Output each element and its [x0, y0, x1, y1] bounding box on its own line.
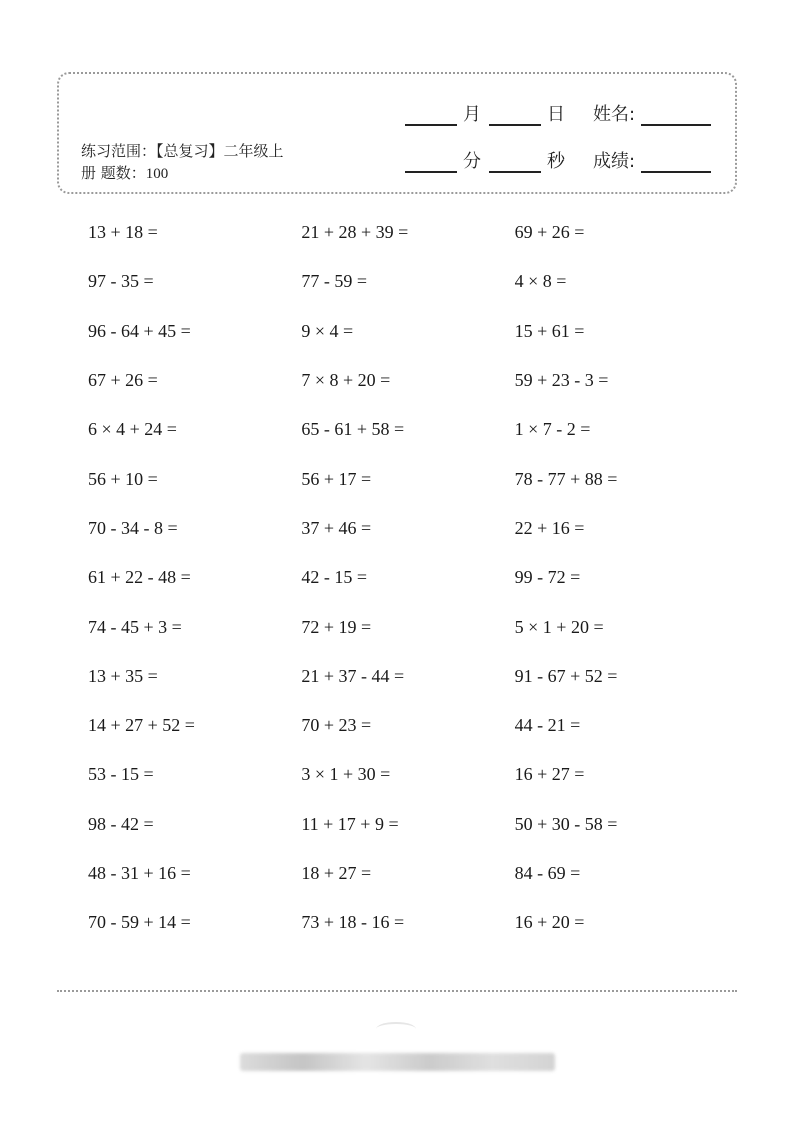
problem-item: 16 + 20 = — [514, 912, 585, 933]
problem-row — [88, 652, 728, 701]
problem-item: 56 + 10 = — [88, 468, 158, 489]
problem-row — [88, 898, 728, 947]
problem-item: 67 + 26 = — [88, 370, 158, 391]
score-blank[interactable] — [641, 170, 711, 173]
problem-item: 70 + 23 = — [301, 715, 372, 736]
date-row — [405, 100, 715, 128]
scope-count-label: 册 题数： — [81, 164, 146, 182]
problem-item: 11 + 17 + 9 = — [301, 813, 399, 834]
time-row — [405, 147, 715, 175]
second-blank[interactable] — [489, 170, 541, 173]
scope-line-1: 练习范围：【总复习】二年级上 — [81, 142, 284, 160]
problem-row — [88, 405, 728, 454]
problem-row — [88, 701, 728, 750]
month-label: 月 — [463, 104, 481, 125]
problem-row — [88, 257, 728, 306]
problem-item: 22 + 16 = — [514, 517, 585, 538]
practice-scope — [81, 140, 329, 185]
problem-item: 61 + 22 - 48 = — [88, 567, 191, 588]
problem-row — [88, 307, 728, 356]
score-label: 成绩: — [593, 151, 636, 172]
name-label: 姓名: — [593, 104, 636, 125]
problem-item: 72 + 19 = — [301, 616, 372, 637]
problem-item: 97 - 35 = — [88, 271, 154, 292]
footer-watermark-arc — [376, 1022, 416, 1036]
problem-item: 13 + 18 = — [88, 222, 158, 243]
problem-item: 15 + 61 = — [514, 320, 585, 341]
problem-row — [88, 800, 728, 849]
problem-row — [88, 750, 728, 799]
problem-item: 99 - 72 = — [514, 567, 581, 588]
problem-item: 53 - 15 = — [88, 764, 154, 785]
minute-blank[interactable] — [405, 170, 457, 173]
day-label: 日 — [547, 104, 565, 125]
problem-item: 16 + 27 = — [514, 764, 585, 785]
problem-item: 1 × 7 - 2 = — [514, 419, 591, 440]
problem-item: 13 + 35 = — [88, 665, 158, 686]
problem-item: 6 × 4 + 24 = — [88, 419, 177, 440]
minute-label: 分 — [463, 151, 481, 172]
problem-item: 56 + 17 = — [301, 468, 372, 489]
name-blank[interactable] — [641, 123, 711, 126]
problem-row — [88, 454, 728, 503]
worksheet-header — [57, 72, 737, 194]
problem-item: 44 - 21 = — [514, 715, 581, 736]
problem-row — [88, 602, 728, 651]
problem-row — [88, 356, 728, 405]
problem-item: 69 + 26 = — [514, 222, 585, 243]
problem-row — [88, 504, 728, 553]
problem-item: 70 - 34 - 8 = — [88, 517, 178, 538]
problem-row — [88, 553, 728, 602]
scope-line-2 — [81, 162, 329, 185]
bottom-divider — [57, 990, 737, 992]
month-blank[interactable] — [405, 123, 457, 126]
problem-item: 96 - 64 + 45 = — [88, 320, 191, 341]
problem-item: 42 - 15 = — [301, 567, 367, 588]
problem-item: 73 + 18 - 16 = — [301, 912, 405, 933]
problem-item: 65 - 61 + 58 = — [301, 419, 405, 440]
problem-item: 21 + 37 - 44 = — [301, 665, 405, 686]
footer-blurred-watermark — [240, 1053, 555, 1071]
problem-item: 74 - 45 + 3 = — [88, 616, 182, 637]
problem-item: 59 + 23 - 3 = — [514, 370, 609, 391]
problem-grid — [88, 208, 728, 947]
problem-item: 21 + 28 + 39 = — [301, 222, 409, 243]
problem-item: 91 - 67 + 52 = — [514, 665, 618, 686]
problem-item: 48 - 31 + 16 = — [88, 863, 191, 883]
problem-row — [88, 208, 728, 257]
problem-item: 77 - 59 = — [301, 271, 367, 292]
problem-item: 7 × 8 + 20 = — [301, 370, 391, 391]
problem-count: 100 — [145, 166, 169, 182]
problem-item: 70 - 59 + 14 = — [88, 912, 191, 933]
problem-item: 18 + 27 = — [301, 863, 372, 883]
problem-item: 4 × 8 = — [514, 271, 567, 292]
problem-item: 78 - 77 + 88 = — [514, 468, 618, 489]
problem-row — [88, 849, 728, 898]
problem-item: 84 - 69 = — [514, 863, 581, 883]
day-blank[interactable] — [489, 123, 541, 126]
problem-item: 37 + 46 = — [301, 517, 372, 538]
problem-item: 3 × 1 + 30 = — [301, 764, 391, 785]
second-label: 秒 — [547, 151, 565, 172]
problem-item: 9 × 4 = — [301, 320, 354, 341]
problem-item: 5 × 1 + 20 = — [514, 616, 604, 637]
problem-item: 14 + 27 + 52 = — [88, 715, 195, 736]
problem-item: 98 - 42 = — [88, 813, 154, 834]
problem-item: 50 + 30 - 58 = — [514, 813, 618, 834]
